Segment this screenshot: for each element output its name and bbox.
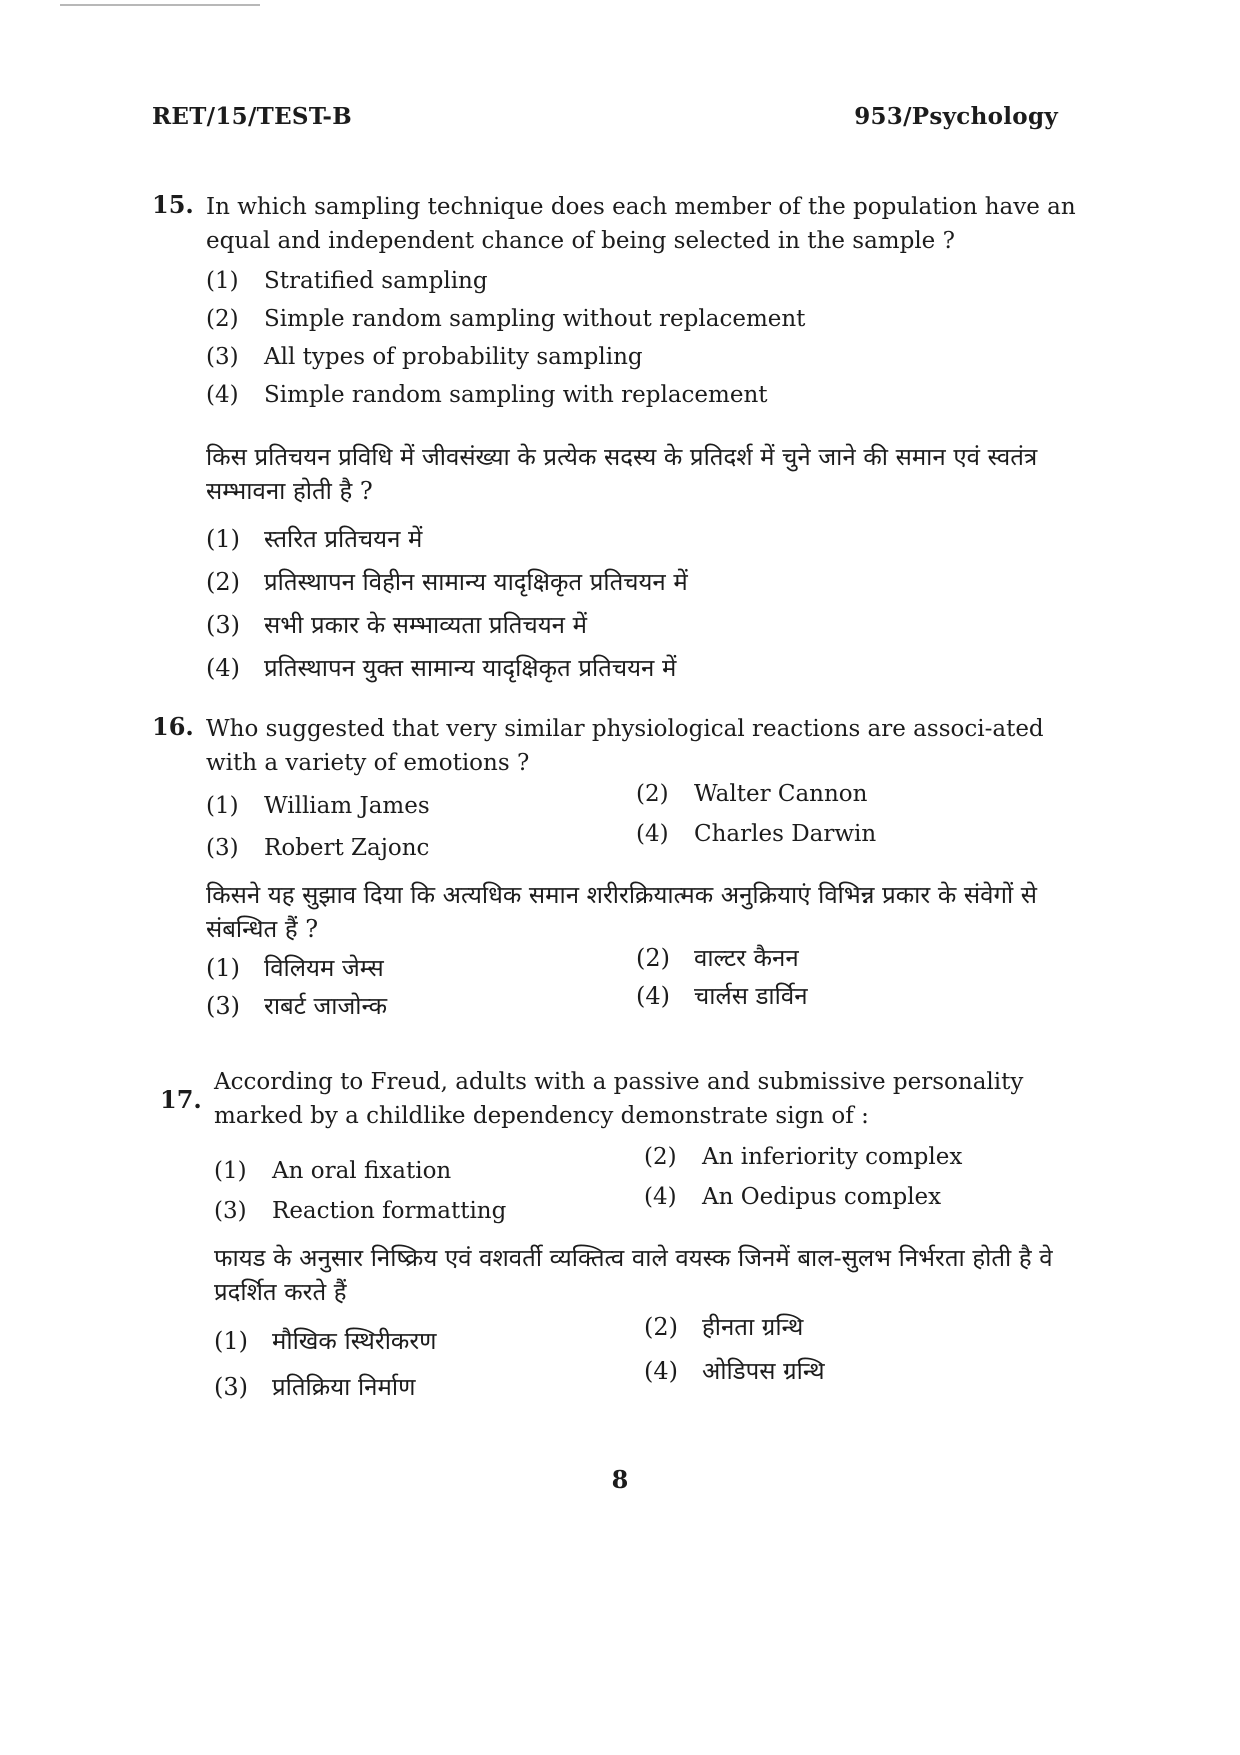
question-number: 15. (152, 190, 194, 219)
options-english: (1) William James (2) Walter Cannon (3) Robert Zajonc (4) Charles Darwin (206, 781, 877, 861)
options-hindi: (1) विलियम जेम्स (2) वाल्टर कैनन (3) राबर्ट जाजोन्क (4) चार्लस डार्विन (206, 944, 808, 1020)
question-16 (152, 712, 1052, 1042)
subject-code: 953/Psychology (854, 103, 1058, 130)
options-hindi (206, 518, 1076, 690)
question-text-english: Who suggested that very similar physiological reactions are associ-ated with a variety of emotions ? (206, 716, 1044, 776)
question-17 (160, 1065, 1060, 1425)
paper-code: RET/15/TEST-B (152, 103, 353, 130)
option-1: (1) Stratified sampling (206, 268, 488, 294)
option-3: (3) All types of probability sampling (206, 344, 643, 370)
options-english (206, 262, 1076, 414)
option-hindi-2: (2) प्रतिस्थापन विहीन सामान्य यादृक्षिकृत प्रतिचयन में (206, 568, 688, 596)
options-hindi: (1) मौखिक स्थिरीकरण (2) हीनता ग्रन्थि (3) प्रतिक्रिया निर्माण (4) ओडिपस ग्रन्थि (214, 1313, 825, 1401)
options-english: (1) An oral fixation (2) An inferiority complex (3) Reaction formatting (4) An Oedipus complex (214, 1144, 963, 1224)
question-15 (152, 190, 1076, 690)
question-number: 17. (160, 1085, 202, 1114)
question-text-hindi: किसने यह सुझाव दिया कि अत्यधिक समान शरीरक्रियात्मक अनुक्रियाएं विभिन्न प्रकार के संवेगों से संबन्धित हैं ? (206, 881, 1038, 943)
option-hindi-3: (3) सभी प्रकार के सम्भाव्यता प्रतिचयन में (206, 611, 587, 639)
option-4: (4) Simple random sampling with replacement (206, 382, 768, 408)
question-number: 16. (152, 712, 194, 741)
option-hindi-4: (4) प्रतिस्थापन युक्त सामान्य यादृक्षिकृत प्रतिचयन में (206, 654, 677, 682)
option-2: (2) Simple random sampling without replacement (206, 306, 806, 332)
question-text-english: According to Freud, adults with a passive and submissive personality marked by a childlike dependency demonstrate sign of : (214, 1069, 1024, 1129)
question-text-english: In which sampling technique does each member of the population have an equal and independent chance of being selected in the sample ? (206, 194, 1076, 254)
scan-edge-mark (60, 4, 260, 6)
question-text-hindi: किस प्रतिचयन प्रविधि में जीवसंख्या के प्रत्येक सदस्य के प्रतिदर्श में चुने जाने की समान एवं स्वतंत्र सम्भावना होती है ? (206, 443, 1038, 505)
question-text-hindi: फायड के अनुसार निष्क्रिय एवं वशवर्ती व्यक्तित्व वाले वयस्क जिनमें बाल-सुलभ निर्भरता होती है वे प्रदर्शित करते हैं (214, 1244, 1053, 1306)
page-number: 8 (611, 1465, 629, 1494)
option-hindi-1: (1) स्तरित प्रतिचयन में (206, 525, 423, 553)
